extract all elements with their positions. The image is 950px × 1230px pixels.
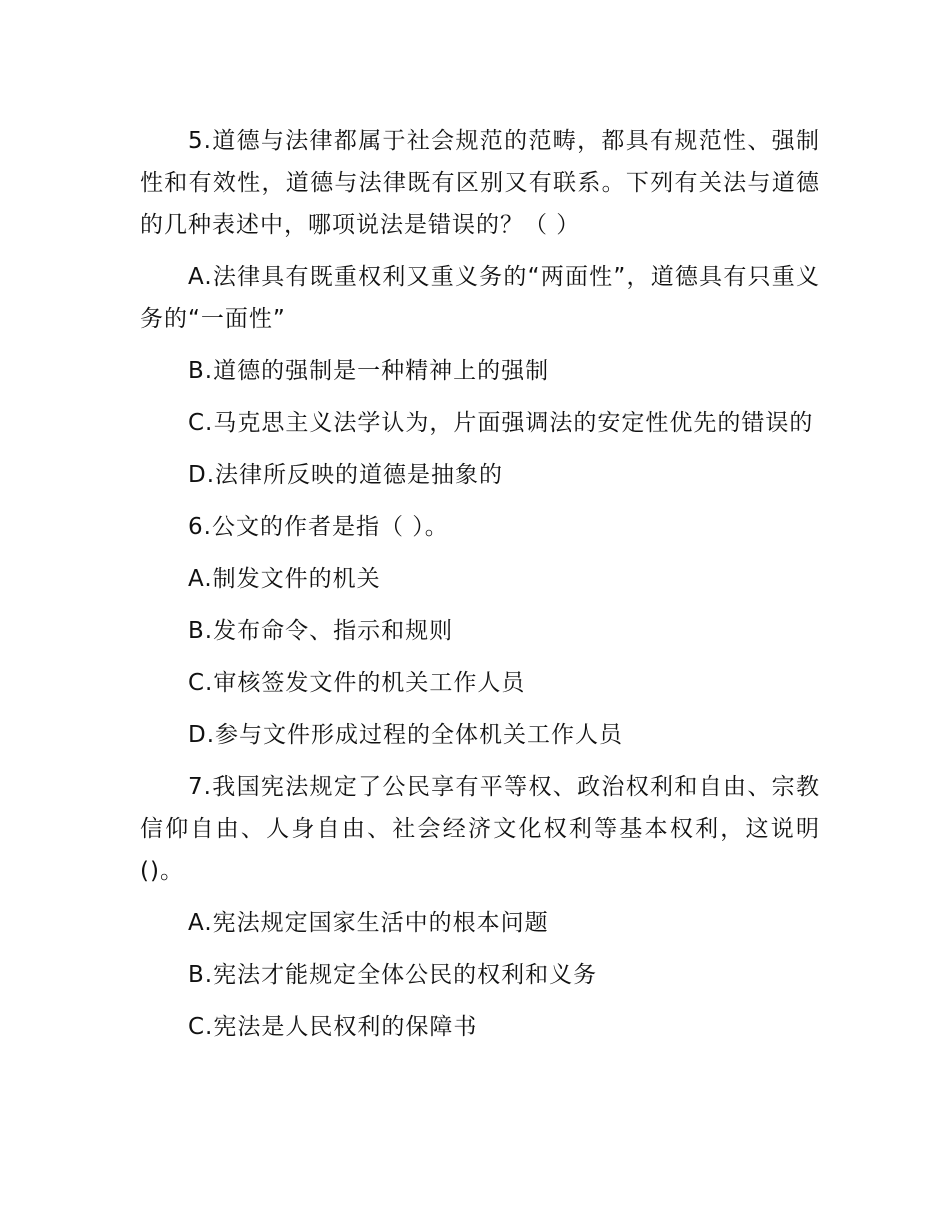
question-5-option-c: C.马克思主义法学认为，片面强调法的安定性优先的错误的 [188, 410, 814, 436]
question-7-option-a: A.宪法规定国家生活中的根本问题 [188, 910, 549, 936]
question-6-stem: 6.公文的作者是指（ ）。 [188, 514, 449, 540]
question-5-option-a: A.法律具有既重权利又重义务的“两面性”，道德具有只重义务的“一面性” [140, 264, 820, 332]
question-7-option-c: C.宪法是人民权利的保障书 [188, 1014, 478, 1040]
question-7-stem: 7.我国宪法规定了公民享有平等权、政治权利和自由、宗教信仰自由、人身自由、社会经济文化权利等基本权利，这说明()。 [140, 774, 820, 884]
question-6-option-c: C.审核签发文件的机关工作人员 [188, 670, 526, 696]
question-5-option-d: D.法律所反映的道德是抽象的 [188, 462, 504, 488]
question-6-option-a: A.制发文件的机关 [188, 566, 381, 592]
question-7-option-b: B.宪法才能规定全体公民的权利和义务 [188, 962, 598, 988]
document-body [140, 120, 820, 1058]
question-6-option-d: D.参与文件形成过程的全体机关工作人员 [188, 722, 624, 748]
question-6-option-b: B.发布命令、指示和规则 [188, 618, 454, 644]
question-5-stem: 5.道德与法律都属于社会规范的范畴，都具有规范性、强制性和有效性，道德与法律既有区别又有联系。下列有关法与道德的几种表述中，哪项说法是错误的？（ ） [140, 128, 820, 238]
question-5-option-b: B.道德的强制是一种精神上的强制 [188, 358, 550, 384]
